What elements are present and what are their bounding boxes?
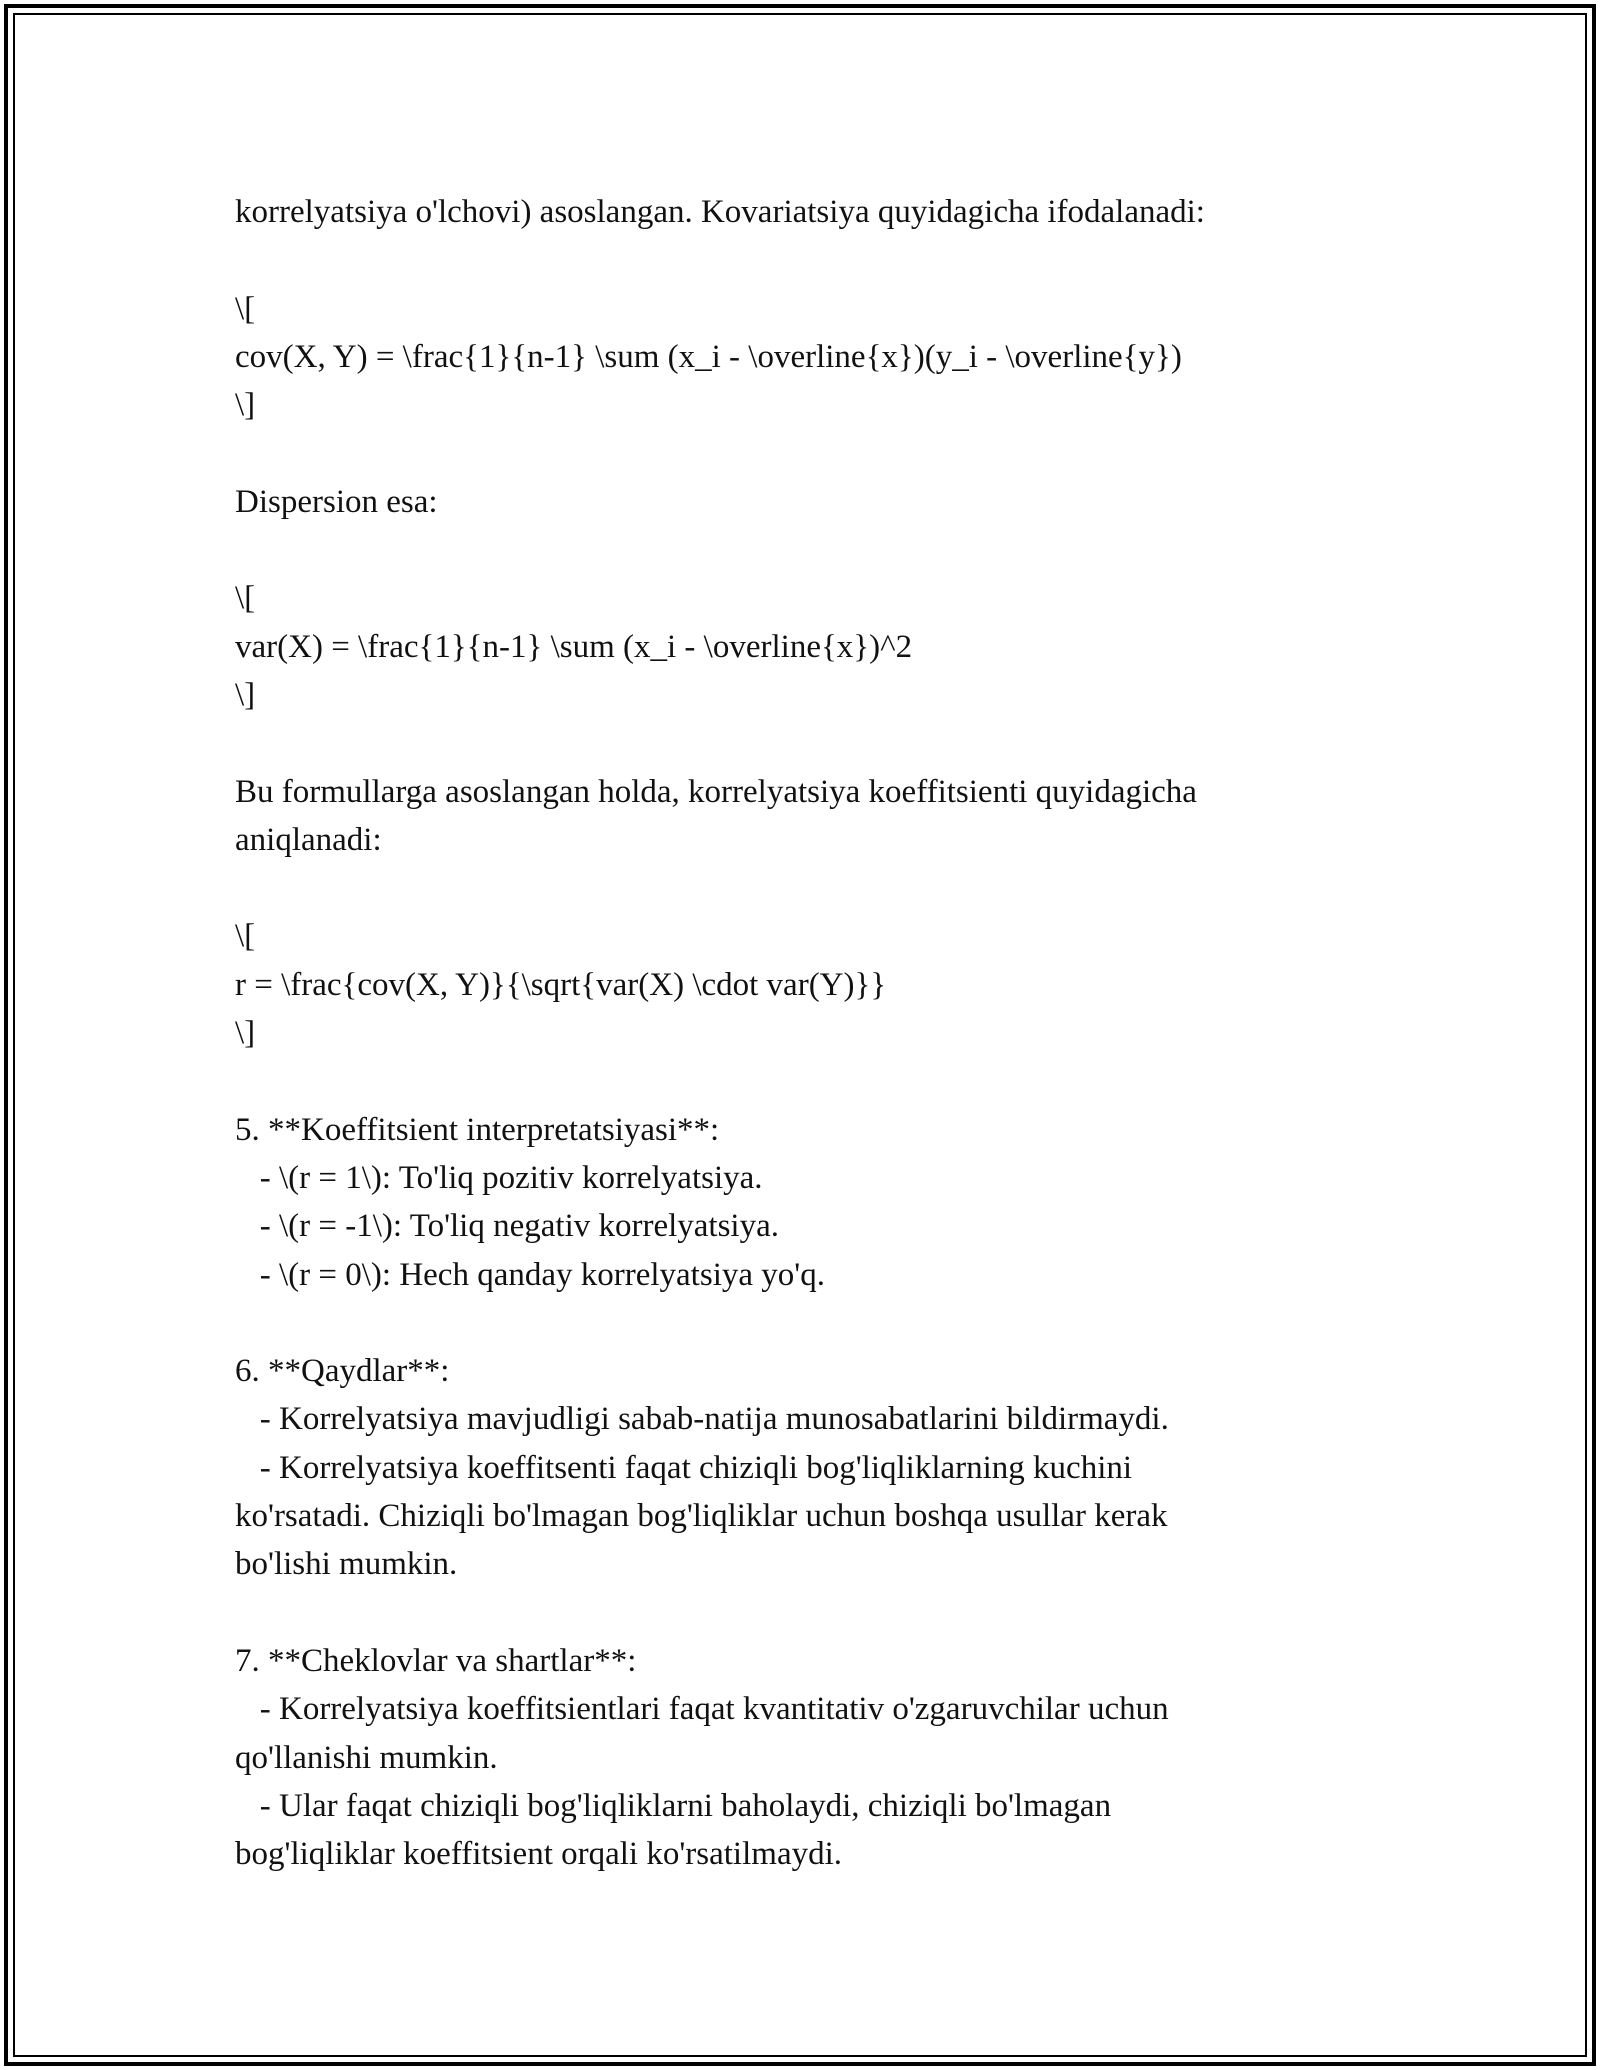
text-line (235, 1057, 1375, 1105)
text-line: - \(r = 1\): To'liq pozitiv korrelyatsiya. (235, 1159, 763, 1196)
text-line: \[ (235, 918, 256, 955)
text-line: - Korrelyatsiya koeffitsientlari faqat kvantitativ o'zgaruvchilar uchun (235, 1691, 1169, 1728)
text-line: \[ (235, 290, 256, 327)
text-line (235, 526, 1375, 574)
text-line: - \(r = -1\): To'liq negativ korrelyatsiya. (235, 1208, 780, 1245)
text-line: qo'llanishi mumkin. (235, 1739, 498, 1776)
text-line: - Ular faqat chiziqli bog'liqliklarni baholaydi, chiziqli bo'lmagan (235, 1787, 1112, 1824)
document-body (235, 188, 1375, 1878)
text-line: \] (235, 387, 256, 424)
text-line: - Korrelyatsiya koeffitsenti faqat chiziqli bog'liqliklarning kuchini (235, 1449, 1133, 1486)
text-line (235, 236, 1375, 284)
text-line: Bu formullarga asoslangan holda, korrelyatsiya koeffitsienti quyidagicha (235, 773, 1197, 810)
text-line: 5. **Koeffitsient interpretatsiyasi**: (235, 1111, 720, 1148)
text-line: Dispersion esa: (235, 483, 438, 520)
text-line: \] (235, 676, 256, 713)
text-line: 6. **Qaydlar**: (235, 1353, 450, 1390)
text-line: r = \frac{cov(X, Y)}{\sqrt{var(X) \cdot var(Y)}} (235, 966, 887, 1003)
text-line: ko'rsatadi. Chiziqli bo'lmagan bog'liqliklar uchun boshqa usullar kerak (235, 1498, 1168, 1535)
text-line (235, 719, 1375, 767)
text-line (235, 429, 1375, 477)
text-line: - \(r = 0\): Hech qanday korrelyatsiya yo'q. (235, 1256, 825, 1293)
text-line (235, 1299, 1375, 1347)
text-line (235, 864, 1375, 912)
text-line: aniqlanadi: (235, 821, 382, 858)
text-line: korrelyatsiya o'lchovi) asoslangan. Kovariatsiya quyidagicha ifodalanadi: (235, 194, 1205, 230)
text-line: \[ (235, 580, 256, 617)
text-line: - Korrelyatsiya mavjudligi sabab-natija munosabatlarini bildirmaydi. (235, 1401, 1169, 1438)
text-line: bog'liqliklar koeffitsient orqali ko'rsatilmaydi. (235, 1836, 843, 1873)
text-line: bo'lishi mumkin. (235, 1546, 458, 1583)
text-line: cov(X, Y) = \frac{1}{n-1} \sum (x_i - \overline{x})(y_i - \overline{y}) (235, 338, 1182, 375)
text-line: 7. **Cheklovlar va shartlar**: (235, 1642, 637, 1679)
text-line: \] (235, 1015, 256, 1052)
text-line (235, 1589, 1375, 1637)
text-line: var(X) = \frac{1}{n-1} \sum (x_i - \overline{x})^2 (235, 628, 913, 665)
